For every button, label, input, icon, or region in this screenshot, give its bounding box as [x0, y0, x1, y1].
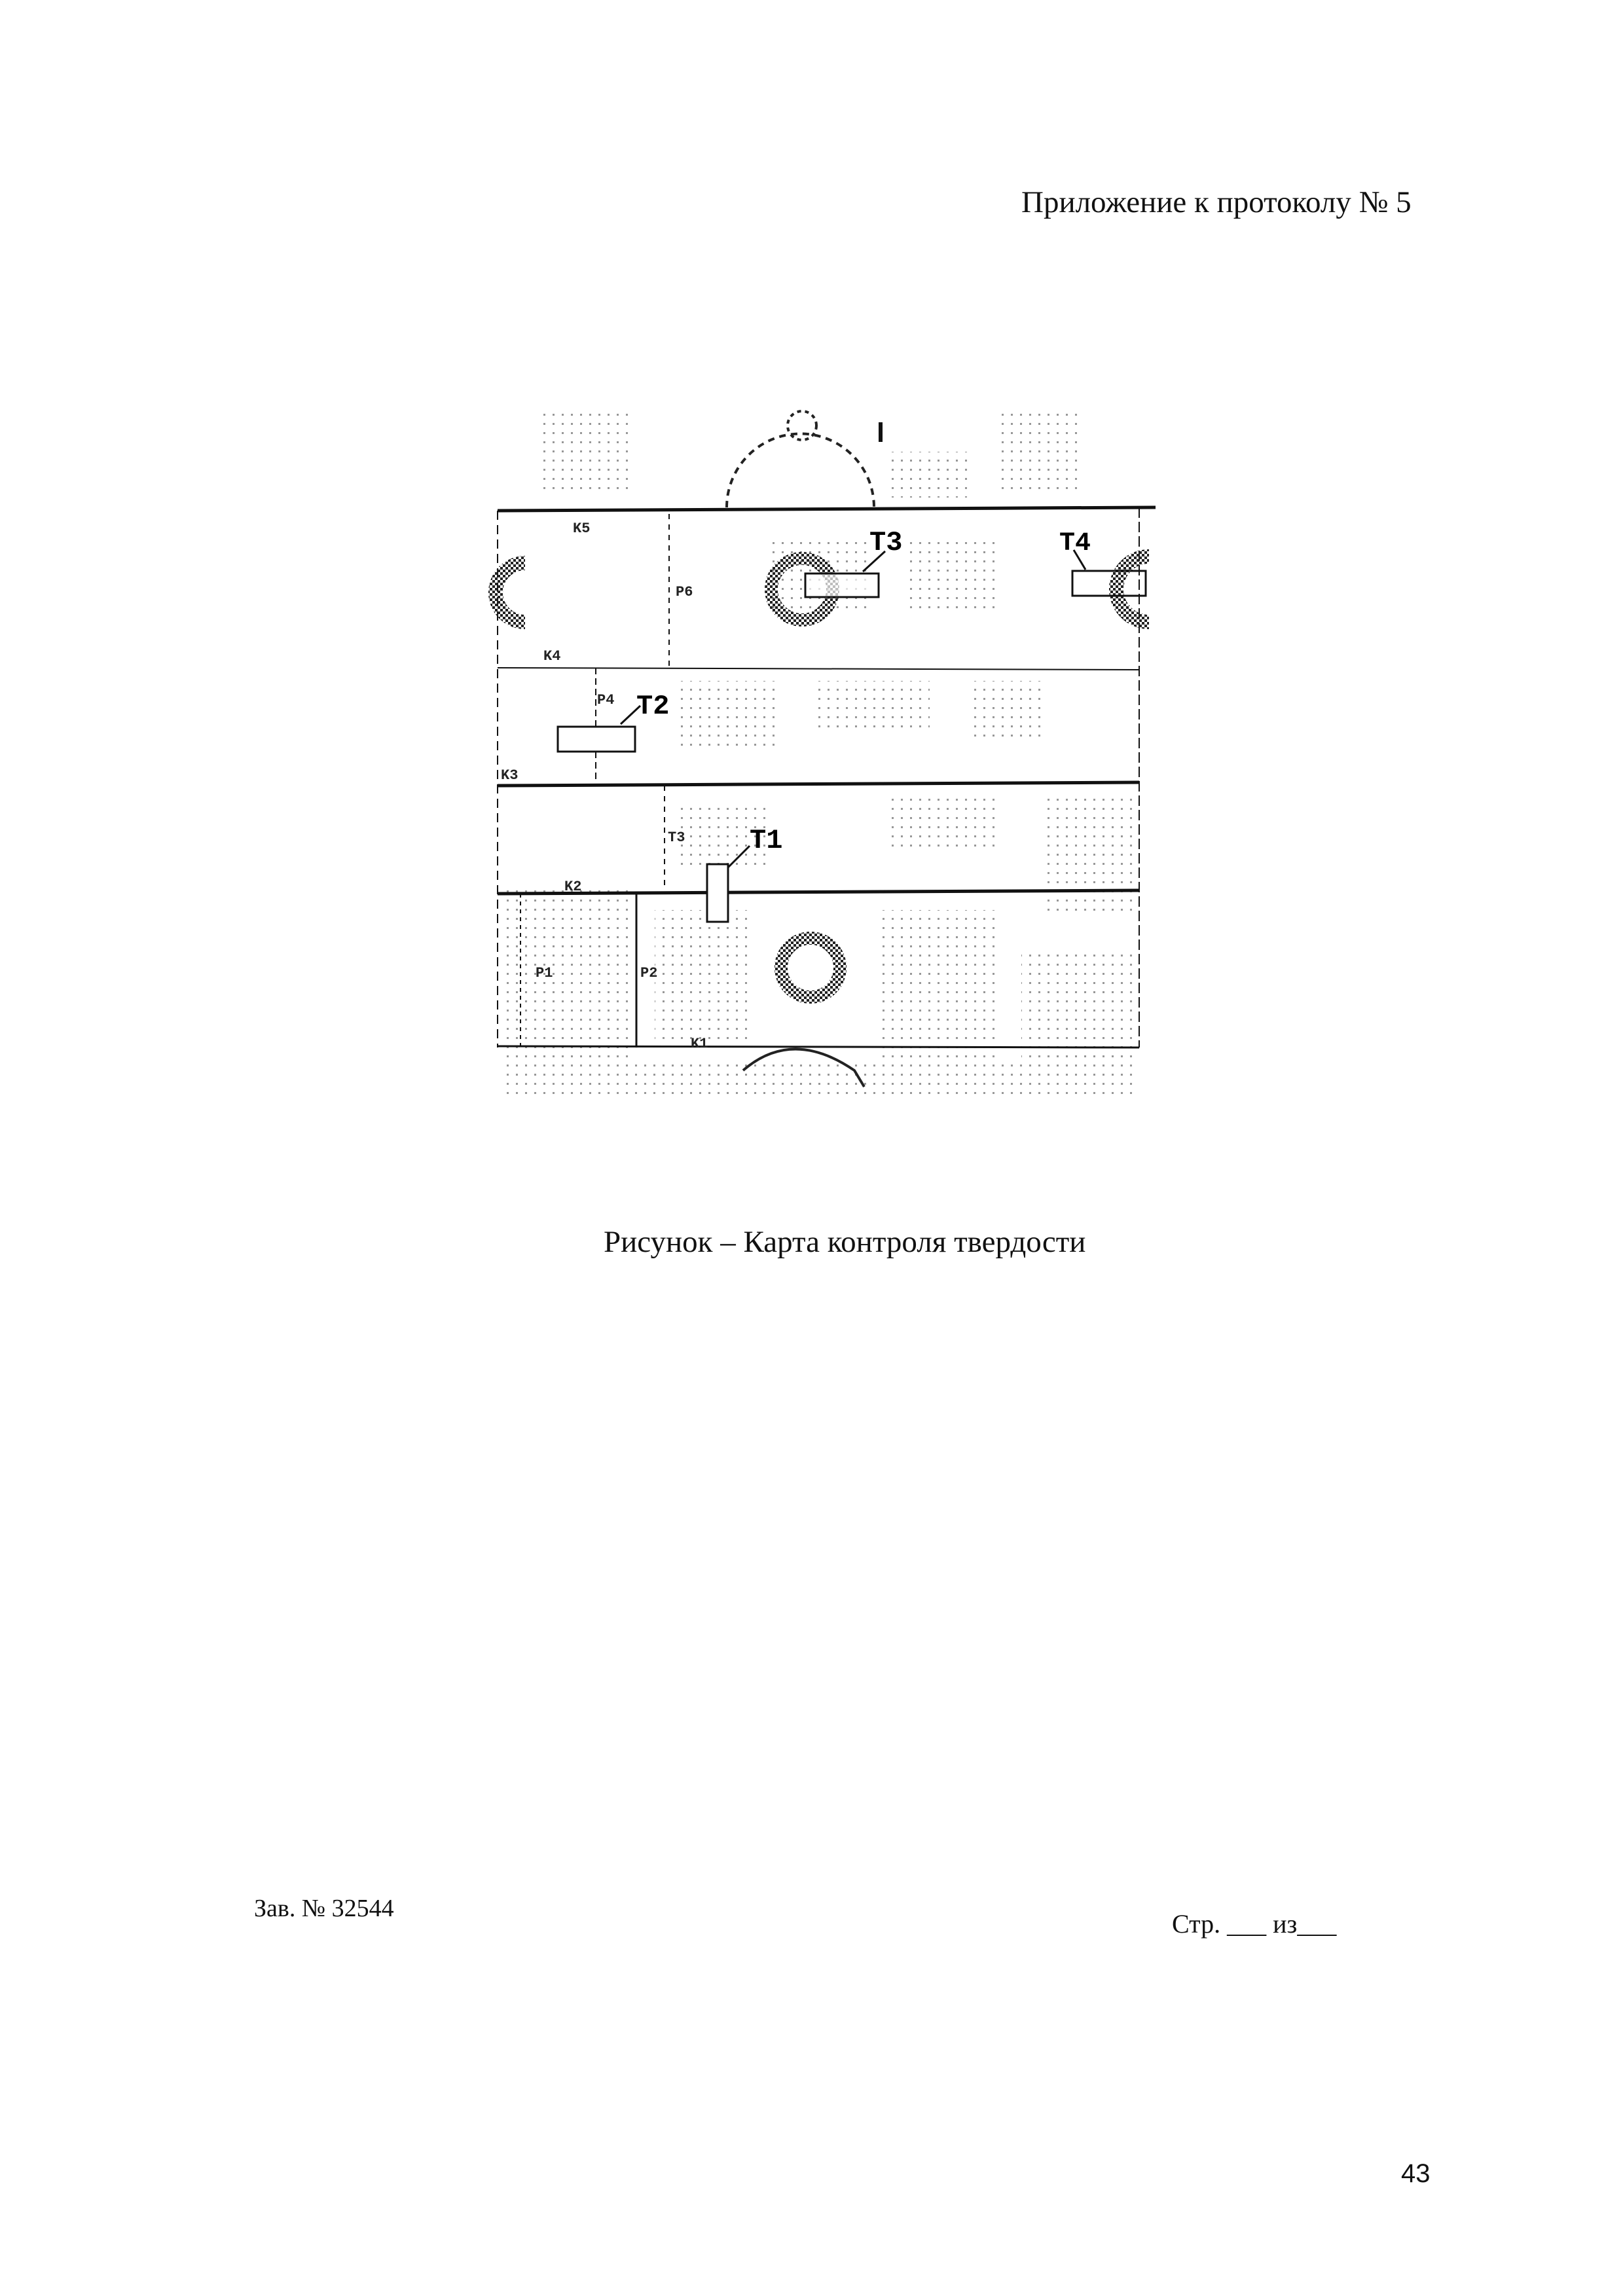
page-number: 43 [1401, 2159, 1431, 2188]
hardness-map-drawing [484, 373, 1172, 1120]
grid-label-k4: K4 [543, 648, 561, 665]
appendix-header: Приложение к протоколу № 5 [1021, 185, 1412, 219]
grid-label-k2: K2 [564, 879, 582, 895]
grid-label-k5: K5 [573, 520, 591, 537]
figure-caption: Рисунок – Карта контроля твердости [604, 1225, 1086, 1259]
label-t2: T2 [636, 691, 670, 722]
label-t1: T1 [750, 825, 783, 856]
top-arc [727, 434, 874, 508]
grid-label-k1: K1 [691, 1036, 708, 1052]
order-number: Зав. № 32544 [254, 1895, 394, 1922]
test-rect-t4 [1072, 571, 1146, 596]
page-of-pages: Стр. ___ из___ [1172, 1909, 1337, 1939]
label-t4: T4 [1059, 529, 1091, 558]
test-rect-t3 [805, 574, 879, 597]
grid-label-p2: P2 [640, 965, 658, 981]
hole-half-right [1116, 556, 1149, 622]
label-t3: T3 [869, 527, 903, 558]
test-rect-t1 [707, 864, 728, 922]
hardness-control-map [484, 373, 1172, 1120]
hole-circle-bottom [781, 938, 840, 997]
top-small-circle [788, 411, 816, 440]
grid-label-t3-small: T3 [668, 829, 685, 846]
grid-label-p4: P4 [597, 692, 615, 708]
grid-label-p1: P1 [536, 965, 553, 981]
grid-label-k3: K3 [501, 767, 519, 784]
hole-half-left [496, 563, 525, 622]
grid-label-p6: P6 [676, 584, 693, 600]
test-rect-t2 [558, 727, 635, 752]
